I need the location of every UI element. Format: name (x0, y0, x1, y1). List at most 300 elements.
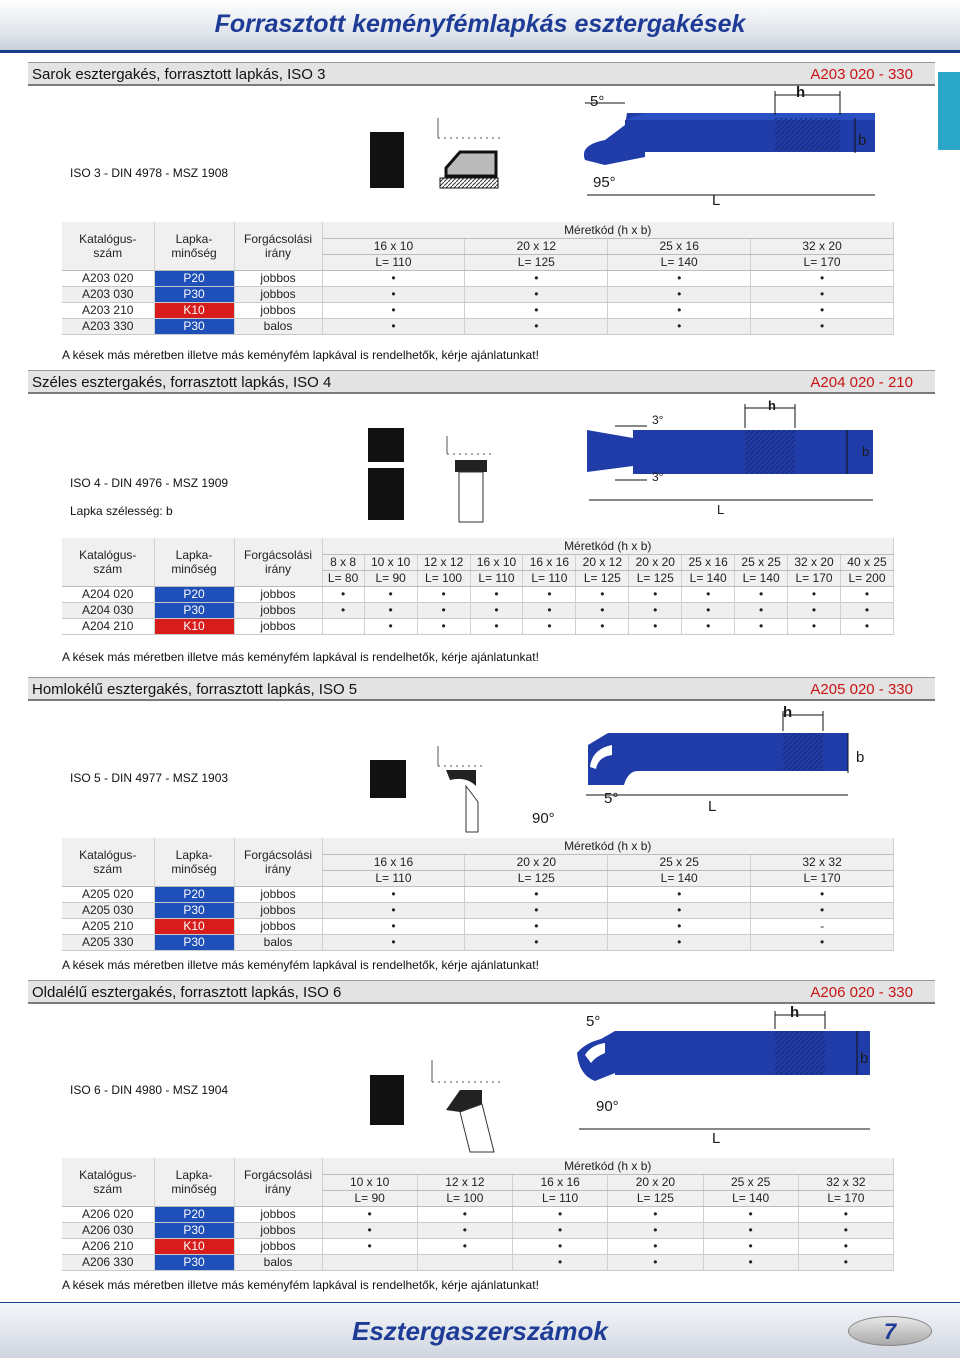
length-header: L= 140 (682, 570, 735, 586)
insert-cross-section (430, 1060, 500, 1156)
size-header: 20 x 12 (465, 238, 608, 254)
availability-mark: • (608, 886, 751, 902)
grade-badge: P30 (154, 934, 234, 950)
availability-mark: • (751, 302, 894, 318)
header-grade (154, 1158, 234, 1206)
product-table-iso3 (62, 222, 894, 335)
length-header: L= 90 (364, 570, 417, 586)
availability-mark: • (513, 1206, 608, 1222)
availability-mark: - (751, 918, 894, 934)
table-row (62, 270, 894, 286)
table-row (62, 318, 894, 334)
length-header: L= 110 (470, 570, 523, 586)
length-header: L= 140 (608, 870, 751, 886)
dim-h-label: h (768, 398, 776, 413)
catalog-number: A206 330 (62, 1254, 154, 1270)
availability-mark: • (322, 286, 465, 302)
cutting-direction: jobbos (234, 1238, 322, 1254)
page-number: 7 (848, 1316, 932, 1346)
angle-label: 5° (590, 93, 605, 110)
catalog-number: A206 020 (62, 1206, 154, 1222)
header-grade-line1: Lapka- (175, 547, 213, 562)
product-table-iso4 (62, 538, 894, 635)
insert-silhouette (370, 132, 404, 188)
cutting-direction: balos (234, 1254, 322, 1270)
size-header: 20 x 12 (576, 554, 629, 570)
header-grade-line2: minőség (171, 245, 217, 260)
length-header: L= 140 (735, 570, 788, 586)
availability-mark: • (364, 618, 417, 634)
length-header: L= 100 (417, 1190, 512, 1206)
cutting-direction: balos (234, 934, 322, 950)
cutting-direction: jobbos (234, 886, 322, 902)
insert-silhouette (370, 760, 406, 798)
availability-mark: • (703, 1222, 798, 1238)
dim-l-label: L (717, 502, 725, 517)
catalog-number: A205 330 (62, 934, 154, 950)
header-catalog-line2: szám (93, 245, 123, 260)
catalog-number: A203 020 (62, 270, 154, 286)
availability-mark: • (798, 1238, 893, 1254)
availability-mark: • (523, 618, 576, 634)
availability-mark: • (523, 586, 576, 602)
size-header: 25 x 25 (735, 554, 788, 570)
availability-mark: • (417, 1238, 512, 1254)
cutting-direction: jobbos (234, 302, 322, 318)
tool-diagram-iso4 (585, 400, 895, 510)
dim-h-label: h (783, 704, 793, 721)
availability-mark: • (465, 886, 608, 902)
availability-mark: • (629, 586, 682, 602)
header-catalog-line1: Katalógus- (79, 847, 137, 862)
availability-mark: • (788, 586, 841, 602)
length-header: L= 170 (751, 254, 894, 270)
header-direction-line1: Forgácsolási (243, 1167, 313, 1182)
availability-mark: • (682, 618, 735, 634)
header-grade (154, 838, 234, 886)
grade-badge: P30 (154, 1254, 234, 1270)
header-direction-line2: irány (264, 1181, 291, 1196)
availability-mark: • (840, 586, 893, 602)
availability-mark: • (322, 318, 465, 334)
availability-mark: • (703, 1238, 798, 1254)
availability-mark: • (465, 270, 608, 286)
section-title: Homlokélű esztergakés, forrasztott lapkás, ISO 5 (32, 681, 358, 698)
insert-cross-section (436, 118, 500, 192)
availability-mark: • (322, 1206, 417, 1222)
standard-label: ISO 6 - DIN 4980 - MSZ 1904 (70, 1083, 229, 1097)
availability-mark (322, 618, 364, 634)
availability-mark: • (417, 602, 470, 618)
section-code: A206 020 - 330 (810, 984, 913, 1001)
availability-mark: • (608, 302, 751, 318)
header-grade-line1: Lapka- (175, 847, 213, 862)
catalog-number: A203 030 (62, 286, 154, 302)
grade-badge: P30 (154, 602, 234, 618)
availability-mark: • (322, 602, 364, 618)
availability-mark: • (629, 602, 682, 618)
tool-diagram-iso5 (528, 705, 878, 825)
availability-mark: • (322, 270, 465, 286)
length-header: L= 125 (465, 254, 608, 270)
availability-mark: • (751, 934, 894, 950)
availability-mark: • (629, 618, 682, 634)
header-grade-line1: Lapka- (175, 231, 213, 246)
angle-label: 3° (652, 413, 664, 427)
table-row (62, 586, 894, 602)
grade-badge: P20 (154, 586, 234, 602)
product-table-iso6 (62, 1158, 894, 1271)
availability-mark: • (608, 902, 751, 918)
availability-mark: • (608, 1206, 703, 1222)
header-grade-line1: Lapka- (175, 1167, 213, 1182)
availability-mark: • (470, 602, 523, 618)
length-header: L= 140 (703, 1190, 798, 1206)
order-note: A kések más méretben illetve más keményfém lapkával is rendelhetők, kérje ajánlatunkat! (62, 650, 539, 664)
catalog-number: A203 210 (62, 302, 154, 318)
availability-mark: • (608, 934, 751, 950)
tool-diagram-iso3 (575, 85, 895, 210)
availability-mark: • (682, 586, 735, 602)
header-direction-line1: Forgácsolási (243, 547, 313, 562)
header-grade (154, 222, 234, 270)
availability-mark: • (703, 1254, 798, 1270)
size-header: 32 x 20 (751, 238, 894, 254)
availability-mark: • (470, 618, 523, 634)
availability-mark: • (608, 286, 751, 302)
insert-silhouette (368, 468, 404, 520)
grade-badge: P30 (154, 1222, 234, 1238)
section-code: A204 020 - 210 (810, 374, 913, 391)
size-header: 20 x 20 (608, 1174, 703, 1190)
size-header: 25 x 16 (682, 554, 735, 570)
order-note: A kések más méretben illetve más keményfém lapkával is rendelhetők, kérje ajánlatunkat! (62, 958, 539, 972)
section-code: A203 020 - 330 (810, 66, 913, 83)
header-catalog (62, 538, 154, 586)
insert-cross-section (445, 436, 495, 524)
side-tab-marker (938, 72, 960, 150)
size-header: 25 x 25 (608, 854, 751, 870)
dim-b-label: b (858, 132, 867, 149)
header-catalog (62, 838, 154, 886)
availability-mark: • (798, 1206, 893, 1222)
table-row (62, 1222, 894, 1238)
availability-mark: • (751, 286, 894, 302)
length-header: L= 125 (576, 570, 629, 586)
availability-mark: • (751, 902, 894, 918)
insert-cross-section (436, 746, 486, 836)
availability-mark: • (322, 1222, 417, 1238)
size-header: 40 x 25 (840, 554, 893, 570)
header-rule (0, 50, 960, 53)
availability-mark: • (798, 1222, 893, 1238)
availability-mark: • (840, 602, 893, 618)
size-header: 32 x 32 (751, 854, 894, 870)
size-header: 12 x 12 (417, 1174, 512, 1190)
product-table-iso5 (62, 838, 894, 951)
table-row (62, 918, 894, 934)
grade-badge: K10 (154, 918, 234, 934)
availability-mark: • (513, 1238, 608, 1254)
availability-mark: • (465, 318, 608, 334)
table-row (62, 286, 894, 302)
header-catalog (62, 1158, 154, 1206)
size-header: 20 x 20 (629, 554, 682, 570)
catalog-number: A203 330 (62, 318, 154, 334)
availability-mark: • (465, 302, 608, 318)
availability-mark: • (465, 934, 608, 950)
grade-badge: P20 (154, 270, 234, 286)
header-grade (154, 538, 234, 586)
availability-mark: • (417, 618, 470, 634)
availability-mark: • (608, 1238, 703, 1254)
section-header-iso6 (28, 980, 935, 1004)
cutting-direction: balos (234, 318, 322, 334)
header-dimensions: Méretkód (h x b) (322, 538, 894, 554)
standard-label: ISO 3 - DIN 4978 - MSZ 1908 (70, 166, 229, 180)
table-row (62, 1254, 894, 1270)
tool-diagram-iso6 (565, 1005, 885, 1145)
size-header: 16 x 10 (470, 554, 523, 570)
dim-h-label: h (790, 1004, 800, 1021)
availability-mark (417, 1254, 512, 1270)
catalog-number: A205 210 (62, 918, 154, 934)
header-grade-line2: minőség (171, 1181, 217, 1196)
section-header-iso4 (28, 370, 935, 394)
cutting-direction: jobbos (234, 602, 322, 618)
cutting-direction: jobbos (234, 902, 322, 918)
availability-mark: • (322, 886, 465, 902)
availability-mark: • (751, 318, 894, 334)
footer-title: Esztergaszerszámok (352, 1316, 608, 1346)
availability-mark: • (322, 934, 465, 950)
availability-mark: • (513, 1254, 608, 1270)
size-header: 32 x 32 (798, 1174, 893, 1190)
availability-mark: • (322, 1238, 417, 1254)
header-direction (234, 222, 322, 270)
table-row (62, 934, 894, 950)
length-header: L= 125 (629, 570, 682, 586)
standard-label: ISO 5 - DIN 4977 - MSZ 1903 (70, 771, 229, 785)
availability-mark: • (608, 270, 751, 286)
size-header: 32 x 20 (788, 554, 841, 570)
length-header: L= 125 (465, 870, 608, 886)
catalog-number: A206 210 (62, 1238, 154, 1254)
section-header-iso3 (28, 62, 935, 86)
cutting-direction: jobbos (234, 1206, 322, 1222)
grade-badge: P30 (154, 902, 234, 918)
header-catalog-line2: szám (93, 561, 123, 576)
cutting-direction: jobbos (234, 1222, 322, 1238)
catalog-number: A204 210 (62, 618, 154, 634)
cutting-direction: jobbos (234, 918, 322, 934)
length-header: L= 110 (322, 870, 465, 886)
table-row (62, 602, 894, 618)
availability-mark: • (417, 1222, 512, 1238)
availability-mark: • (798, 1254, 893, 1270)
availability-mark: • (703, 1206, 798, 1222)
dim-b-label: b (862, 444, 870, 459)
table-row (62, 902, 894, 918)
availability-mark: • (513, 1222, 608, 1238)
length-header: L= 110 (523, 570, 576, 586)
availability-mark: • (608, 318, 751, 334)
availability-mark: • (322, 586, 364, 602)
dim-l-label: L (712, 1130, 721, 1147)
angle-label: 95° (593, 174, 616, 191)
availability-mark: • (417, 586, 470, 602)
header-direction-line1: Forgácsolási (243, 231, 313, 246)
cutting-direction: jobbos (234, 286, 322, 302)
insert-silhouette (368, 428, 404, 462)
availability-mark: • (788, 618, 841, 634)
section-title: Sarok esztergakés, forrasztott lapkás, ISO 3 (32, 66, 326, 83)
header-catalog-line1: Katalógus- (79, 231, 137, 246)
insert-silhouette (370, 1075, 404, 1125)
table-row (62, 618, 894, 634)
availability-mark: • (608, 1254, 703, 1270)
length-header: L= 140 (608, 254, 751, 270)
length-header: L= 170 (751, 870, 894, 886)
availability-mark: • (322, 302, 465, 318)
length-header: L= 90 (322, 1190, 417, 1206)
length-header: L= 80 (322, 570, 364, 586)
availability-mark: • (735, 618, 788, 634)
angle-label: 5° (586, 1013, 601, 1030)
header-catalog-line2: szám (93, 1181, 123, 1196)
size-header: 25 x 25 (703, 1174, 798, 1190)
availability-mark: • (465, 902, 608, 918)
availability-mark: • (751, 270, 894, 286)
angle-label: 3° (652, 470, 664, 484)
header-catalog (62, 222, 154, 270)
availability-mark: • (523, 602, 576, 618)
length-header: L= 110 (513, 1190, 608, 1206)
grade-badge: P30 (154, 286, 234, 302)
size-header: 8 x 8 (322, 554, 364, 570)
availability-mark: • (322, 902, 465, 918)
grade-badge: K10 (154, 618, 234, 634)
catalog-number: A205 020 (62, 886, 154, 902)
angle-label: 90° (532, 810, 555, 827)
availability-mark: • (840, 618, 893, 634)
size-header: 12 x 12 (417, 554, 470, 570)
header-grade-line2: minőség (171, 561, 217, 576)
grade-badge: P20 (154, 1206, 234, 1222)
header-grade-line2: minőség (171, 861, 217, 876)
section-title: Széles esztergakés, forrasztott lapkás, ISO 4 (32, 374, 332, 391)
availability-mark: • (465, 918, 608, 934)
length-header: L= 100 (417, 570, 470, 586)
angle-label: 5° (604, 790, 619, 807)
availability-mark: • (364, 586, 417, 602)
dim-b-label: b (856, 749, 865, 766)
length-header: L= 170 (788, 570, 841, 586)
grade-badge: K10 (154, 302, 234, 318)
catalog-number: A205 030 (62, 902, 154, 918)
size-header: 16 x 16 (513, 1174, 608, 1190)
availability-mark: • (576, 602, 629, 618)
grade-badge: P30 (154, 318, 234, 334)
order-note: A kések más méretben illetve más keményfém lapkával is rendelhetők, kérje ajánlatunkat! (62, 1278, 539, 1292)
section-header-iso5 (28, 677, 935, 701)
availability-mark: • (322, 918, 465, 934)
availability-mark: • (608, 1222, 703, 1238)
length-header: L= 125 (608, 1190, 703, 1206)
standard-label: ISO 4 - DIN 4976 - MSZ 1909 (70, 476, 229, 490)
page-title: Forrasztott keményfémlapkás esztergakések (214, 10, 746, 38)
insert-width-label: Lapka szélesség: b (70, 504, 173, 518)
size-header: 10 x 10 (322, 1174, 417, 1190)
availability-mark: • (576, 618, 629, 634)
header-direction (234, 538, 322, 586)
availability-mark: • (576, 586, 629, 602)
length-header: L= 170 (798, 1190, 893, 1206)
length-header: L= 110 (322, 254, 465, 270)
size-header: 10 x 10 (364, 554, 417, 570)
availability-mark: • (682, 602, 735, 618)
dim-l-label: L (708, 798, 717, 815)
size-header: 16 x 16 (523, 554, 576, 570)
header-dimensions: Méretkód (h x b) (322, 1158, 894, 1174)
catalog-number: A204 030 (62, 602, 154, 618)
header-dimensions: Méretkód (h x b) (322, 222, 894, 238)
header-direction-line1: Forgácsolási (243, 847, 313, 862)
header-catalog-line1: Katalógus- (79, 547, 137, 562)
catalog-number: A206 030 (62, 1222, 154, 1238)
availability-mark: • (417, 1206, 512, 1222)
availability-mark: • (465, 286, 608, 302)
header-catalog-line1: Katalógus- (79, 1167, 137, 1182)
size-header: 16 x 10 (322, 238, 465, 254)
table-row (62, 302, 894, 318)
availability-mark (322, 1254, 417, 1270)
availability-mark: • (788, 602, 841, 618)
header-direction-line2: irány (264, 861, 291, 876)
header-direction-line2: irány (264, 561, 291, 576)
availability-mark: • (751, 886, 894, 902)
size-header: 16 x 16 (322, 854, 465, 870)
table-row (62, 1238, 894, 1254)
header-direction-line2: irány (264, 245, 291, 260)
dim-h-label: h (796, 84, 806, 101)
cutting-direction: jobbos (234, 586, 322, 602)
table-row (62, 1206, 894, 1222)
size-header: 25 x 16 (608, 238, 751, 254)
section-code: A205 020 - 330 (810, 681, 913, 698)
header-dimensions: Méretkód (h x b) (322, 838, 894, 854)
header-direction (234, 838, 322, 886)
header-direction (234, 1158, 322, 1206)
availability-mark: • (735, 586, 788, 602)
cutting-direction: jobbos (234, 270, 322, 286)
cutting-direction: jobbos (234, 618, 322, 634)
order-note: A kések más méretben illetve más keményfém lapkával is rendelhetők, kérje ajánlatunkat! (62, 348, 539, 362)
availability-mark: • (608, 918, 751, 934)
availability-mark: • (735, 602, 788, 618)
angle-label: 90° (596, 1098, 619, 1115)
dim-l-label: L (712, 192, 721, 209)
availability-mark: • (364, 602, 417, 618)
catalog-number: A204 020 (62, 586, 154, 602)
section-title: Oldalélű esztergakés, forrasztott lapkás, ISO 6 (32, 984, 342, 1001)
grade-badge: K10 (154, 1238, 234, 1254)
length-header: L= 200 (840, 570, 893, 586)
table-row (62, 886, 894, 902)
header-catalog-line2: szám (93, 861, 123, 876)
grade-badge: P20 (154, 886, 234, 902)
dim-b-label: b (860, 1050, 869, 1067)
